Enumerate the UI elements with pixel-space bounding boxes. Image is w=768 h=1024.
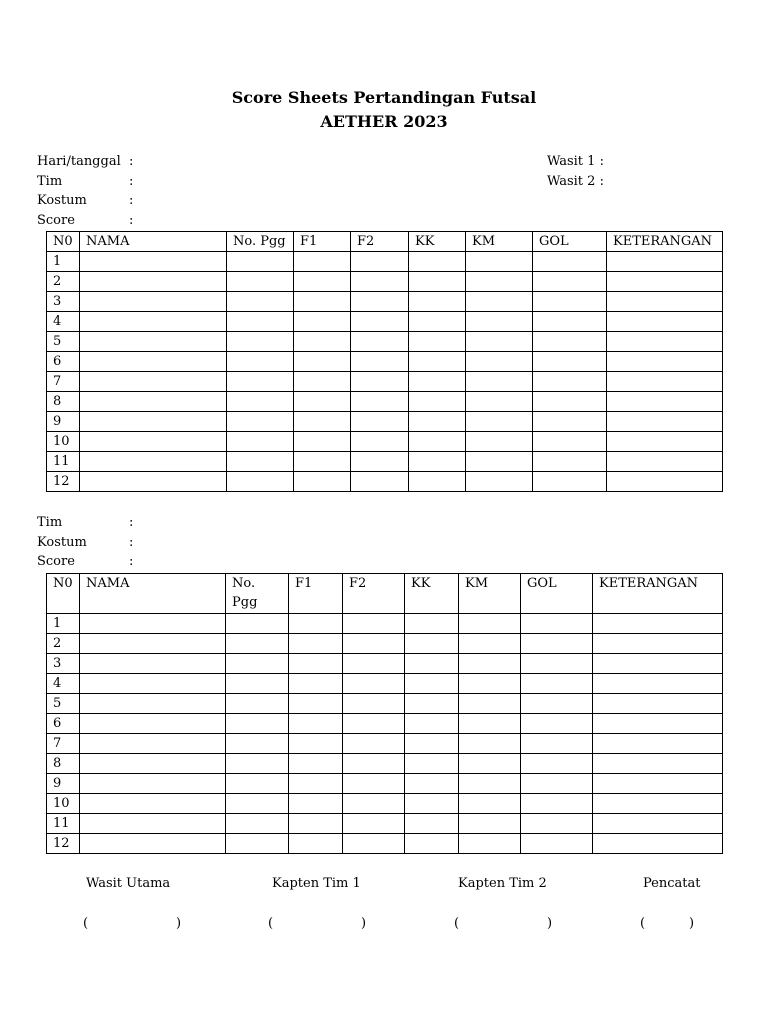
entry-cell[interactable] bbox=[607, 332, 723, 352]
table-header-row bbox=[47, 232, 723, 252]
table-row bbox=[47, 372, 723, 392]
entry-cell[interactable] bbox=[226, 834, 289, 854]
entry-cell[interactable] bbox=[593, 794, 723, 814]
row-number: 10 bbox=[47, 432, 80, 452]
entry-cell[interactable] bbox=[351, 252, 409, 272]
entry-cell[interactable] bbox=[226, 754, 289, 774]
entry-cell[interactable] bbox=[289, 774, 343, 794]
header-name: NAMA bbox=[80, 232, 227, 252]
entry-cell[interactable] bbox=[459, 674, 521, 694]
table-header-row bbox=[47, 574, 723, 614]
entry-cell[interactable] bbox=[459, 714, 521, 734]
entry-cell[interactable] bbox=[607, 432, 723, 452]
table-row bbox=[47, 774, 723, 794]
entry-cell[interactable] bbox=[289, 714, 343, 734]
row-number: 2 bbox=[47, 272, 80, 292]
table-row bbox=[47, 754, 723, 774]
row-number: 12 bbox=[47, 472, 80, 492]
team-1-score-table bbox=[46, 231, 723, 492]
entry-cell[interactable] bbox=[409, 412, 466, 432]
entry-cell[interactable] bbox=[409, 472, 466, 492]
header-f1: F1 bbox=[294, 232, 351, 252]
entry-cell[interactable] bbox=[80, 372, 227, 392]
entry-cell[interactable] bbox=[343, 834, 405, 854]
entry-cell[interactable] bbox=[533, 452, 607, 472]
signature-open-paren: ( bbox=[268, 916, 274, 931]
entry-cell[interactable] bbox=[405, 694, 459, 714]
entry-cell[interactable] bbox=[533, 412, 607, 432]
entry-cell[interactable] bbox=[289, 794, 343, 814]
entry-cell[interactable] bbox=[351, 352, 409, 372]
entry-cell[interactable] bbox=[593, 714, 723, 734]
field-separator: : bbox=[129, 554, 134, 569]
row-number: 8 bbox=[47, 754, 80, 774]
entry-cell[interactable] bbox=[80, 252, 227, 272]
entry-cell[interactable] bbox=[466, 352, 533, 372]
row-number: 11 bbox=[47, 452, 80, 472]
header-f1: F1 bbox=[289, 574, 343, 614]
entry-cell[interactable] bbox=[409, 332, 466, 352]
entry-cell[interactable] bbox=[80, 272, 227, 292]
signature-close-paren: ) bbox=[176, 916, 182, 931]
entry-cell[interactable] bbox=[521, 754, 593, 774]
table-row bbox=[47, 794, 723, 814]
table-row bbox=[47, 834, 723, 854]
entry-cell[interactable] bbox=[409, 352, 466, 372]
row-number: 6 bbox=[47, 352, 80, 372]
entry-cell[interactable] bbox=[343, 814, 405, 834]
entry-cell[interactable] bbox=[289, 614, 343, 634]
entry-cell[interactable] bbox=[409, 312, 466, 332]
table-row bbox=[47, 674, 723, 694]
entry-cell[interactable] bbox=[80, 654, 226, 674]
entry-cell[interactable] bbox=[351, 372, 409, 392]
signature-close-paren: ) bbox=[547, 916, 553, 931]
entry-cell[interactable] bbox=[593, 814, 723, 834]
entry-cell[interactable] bbox=[533, 372, 607, 392]
table-row bbox=[47, 392, 723, 412]
entry-cell[interactable] bbox=[409, 292, 466, 312]
entry-cell[interactable] bbox=[80, 472, 227, 492]
entry-cell[interactable] bbox=[294, 272, 351, 292]
header-jersey-number: No. Pgg bbox=[226, 574, 289, 614]
entry-cell[interactable] bbox=[405, 614, 459, 634]
entry-cell[interactable] bbox=[405, 734, 459, 754]
row-number: 11 bbox=[47, 814, 80, 834]
entry-cell[interactable] bbox=[289, 654, 343, 674]
entry-cell[interactable] bbox=[405, 794, 459, 814]
entry-cell[interactable] bbox=[351, 432, 409, 452]
entry-cell[interactable] bbox=[607, 252, 723, 272]
header-km: KM bbox=[459, 574, 521, 614]
entry-cell[interactable] bbox=[80, 332, 227, 352]
entry-cell[interactable] bbox=[533, 332, 607, 352]
entry-cell[interactable] bbox=[466, 452, 533, 472]
entry-cell[interactable] bbox=[289, 674, 343, 694]
entry-cell[interactable] bbox=[459, 694, 521, 714]
entry-cell[interactable] bbox=[226, 634, 289, 654]
table-row bbox=[47, 472, 723, 492]
field-score-2 bbox=[37, 552, 133, 572]
header-goal: GOL bbox=[533, 232, 607, 252]
entry-cell[interactable] bbox=[521, 814, 593, 834]
entry-cell[interactable] bbox=[80, 634, 226, 654]
entry-cell[interactable] bbox=[289, 754, 343, 774]
row-number: 1 bbox=[47, 614, 80, 634]
entry-cell[interactable] bbox=[227, 372, 294, 392]
entry-cell[interactable] bbox=[409, 372, 466, 392]
entry-cell[interactable] bbox=[466, 412, 533, 432]
entry-cell[interactable] bbox=[405, 754, 459, 774]
field-label: Score bbox=[37, 554, 75, 569]
header-no: N0 bbox=[47, 232, 80, 252]
sheet-title: Score Sheets Pertandingan Futsal bbox=[231, 88, 537, 107]
signature-close-paren: ) bbox=[689, 916, 695, 931]
row-number: 3 bbox=[47, 292, 80, 312]
table-row bbox=[47, 292, 723, 312]
header-notes: KETERANGAN bbox=[607, 232, 723, 252]
entry-cell[interactable] bbox=[227, 332, 294, 352]
table-row bbox=[47, 734, 723, 754]
entry-cell[interactable] bbox=[521, 734, 593, 754]
referee-1-label: Wasit 1 : bbox=[547, 154, 604, 169]
entry-cell[interactable] bbox=[351, 472, 409, 492]
entry-cell[interactable] bbox=[466, 372, 533, 392]
entry-cell[interactable] bbox=[294, 312, 351, 332]
entry-cell[interactable] bbox=[227, 272, 294, 292]
entry-cell[interactable] bbox=[466, 392, 533, 412]
entry-cell[interactable] bbox=[351, 452, 409, 472]
header-f2: F2 bbox=[343, 574, 405, 614]
field-separator: : bbox=[129, 154, 134, 169]
entry-cell[interactable] bbox=[521, 834, 593, 854]
entry-cell[interactable] bbox=[351, 412, 409, 432]
entry-cell[interactable] bbox=[294, 372, 351, 392]
table-row bbox=[47, 432, 723, 452]
entry-cell[interactable] bbox=[466, 472, 533, 492]
row-number: 6 bbox=[47, 714, 80, 734]
field-separator: : bbox=[129, 534, 134, 550]
header-goal: GOL bbox=[521, 574, 593, 614]
table-row bbox=[47, 634, 723, 654]
field-label: Kostum bbox=[37, 193, 87, 208]
table-row bbox=[47, 312, 723, 332]
entry-cell[interactable] bbox=[466, 432, 533, 452]
entry-cell[interactable] bbox=[607, 392, 723, 412]
entry-cell[interactable] bbox=[405, 634, 459, 654]
entry-cell[interactable] bbox=[227, 252, 294, 272]
entry-cell[interactable] bbox=[405, 814, 459, 834]
field-separator: : bbox=[129, 193, 134, 208]
entry-cell[interactable] bbox=[351, 332, 409, 352]
entry-cell[interactable] bbox=[607, 472, 723, 492]
entry-cell[interactable] bbox=[226, 614, 289, 634]
entry-cell[interactable] bbox=[80, 392, 227, 412]
entry-cell[interactable] bbox=[459, 654, 521, 674]
table-row bbox=[47, 332, 723, 352]
entry-cell[interactable] bbox=[459, 774, 521, 794]
entry-cell[interactable] bbox=[459, 814, 521, 834]
signature-open-paren: ( bbox=[454, 916, 460, 931]
entry-cell[interactable] bbox=[521, 614, 593, 634]
entry-cell[interactable] bbox=[533, 432, 607, 452]
entry-cell[interactable] bbox=[80, 614, 226, 634]
entry-cell[interactable] bbox=[533, 472, 607, 492]
entry-cell[interactable] bbox=[593, 654, 723, 674]
entry-cell[interactable] bbox=[226, 694, 289, 714]
header-notes: KETERANGAN bbox=[593, 574, 723, 614]
entry-cell[interactable] bbox=[227, 392, 294, 412]
entry-cell[interactable] bbox=[80, 352, 227, 372]
row-number: 5 bbox=[47, 332, 80, 352]
entry-cell[interactable] bbox=[343, 794, 405, 814]
header-no: N0 bbox=[47, 574, 80, 614]
entry-cell[interactable] bbox=[80, 734, 226, 754]
entry-cell[interactable] bbox=[343, 674, 405, 694]
entry-cell[interactable] bbox=[466, 292, 533, 312]
field-separator: : bbox=[129, 173, 134, 189]
row-number: 8 bbox=[47, 392, 80, 412]
field-separator: : bbox=[129, 212, 134, 228]
entry-cell[interactable] bbox=[80, 694, 226, 714]
entry-cell[interactable] bbox=[459, 834, 521, 854]
entry-cell[interactable] bbox=[409, 432, 466, 452]
entry-cell[interactable] bbox=[226, 794, 289, 814]
entry-cell[interactable] bbox=[294, 332, 351, 352]
entry-cell[interactable] bbox=[593, 674, 723, 694]
entry-cell[interactable] bbox=[227, 432, 294, 452]
entry-cell[interactable] bbox=[226, 734, 289, 754]
row-number: 4 bbox=[47, 312, 80, 332]
header-kk: KK bbox=[405, 574, 459, 614]
signature-label-captain-1: Kapten Tim 1 bbox=[272, 876, 361, 891]
entry-cell[interactable] bbox=[409, 252, 466, 272]
row-number: 9 bbox=[47, 774, 80, 794]
header-km: KM bbox=[466, 232, 533, 252]
entry-cell[interactable] bbox=[226, 674, 289, 694]
entry-cell[interactable] bbox=[593, 834, 723, 854]
entry-cell[interactable] bbox=[607, 272, 723, 292]
entry-cell[interactable] bbox=[80, 754, 226, 774]
entry-cell[interactable] bbox=[405, 774, 459, 794]
entry-cell[interactable] bbox=[607, 312, 723, 332]
entry-cell[interactable] bbox=[533, 352, 607, 372]
header-f2: F2 bbox=[351, 232, 409, 252]
table-row bbox=[47, 694, 723, 714]
entry-cell[interactable] bbox=[521, 674, 593, 694]
signature-label-scorer: Pencatat bbox=[643, 876, 701, 891]
entry-cell[interactable] bbox=[294, 452, 351, 472]
entry-cell[interactable] bbox=[294, 412, 351, 432]
entry-cell[interactable] bbox=[533, 392, 607, 412]
entry-cell[interactable] bbox=[405, 714, 459, 734]
entry-cell[interactable] bbox=[351, 312, 409, 332]
row-number: 1 bbox=[47, 252, 80, 272]
entry-cell[interactable] bbox=[294, 392, 351, 412]
entry-cell[interactable] bbox=[226, 774, 289, 794]
entry-cell[interactable] bbox=[466, 332, 533, 352]
entry-cell[interactable] bbox=[409, 452, 466, 472]
entry-cell[interactable] bbox=[521, 634, 593, 654]
entry-cell[interactable] bbox=[80, 794, 226, 814]
entry-cell[interactable] bbox=[294, 472, 351, 492]
field-label: Tim bbox=[37, 173, 63, 189]
entry-cell[interactable] bbox=[533, 272, 607, 292]
field-label: Tim bbox=[37, 515, 63, 530]
row-number: 3 bbox=[47, 654, 80, 674]
entry-cell[interactable] bbox=[533, 312, 607, 332]
entry-cell[interactable] bbox=[80, 292, 227, 312]
entry-cell[interactable] bbox=[593, 694, 723, 714]
field-label: Hari/tanggal bbox=[37, 154, 121, 169]
entry-cell[interactable] bbox=[343, 754, 405, 774]
entry-cell[interactable] bbox=[405, 834, 459, 854]
entry-cell[interactable] bbox=[607, 372, 723, 392]
field-date bbox=[37, 152, 133, 172]
entry-cell[interactable] bbox=[593, 774, 723, 794]
team-2-score-table bbox=[46, 573, 723, 854]
entry-cell[interactable] bbox=[80, 814, 226, 834]
entry-cell[interactable] bbox=[343, 734, 405, 754]
entry-cell[interactable] bbox=[80, 774, 226, 794]
entry-cell[interactable] bbox=[289, 634, 343, 654]
entry-cell[interactable] bbox=[294, 352, 351, 372]
entry-cell[interactable] bbox=[227, 312, 294, 332]
table-row bbox=[47, 272, 723, 292]
row-number: 4 bbox=[47, 674, 80, 694]
header-jersey-number: No. Pgg bbox=[227, 232, 294, 252]
entry-cell[interactable] bbox=[405, 674, 459, 694]
entry-cell[interactable] bbox=[593, 634, 723, 654]
entry-cell[interactable] bbox=[521, 774, 593, 794]
row-number: 2 bbox=[47, 634, 80, 654]
table-row bbox=[47, 252, 723, 272]
entry-cell[interactable] bbox=[533, 292, 607, 312]
table-row bbox=[47, 654, 723, 674]
entry-cell[interactable] bbox=[80, 432, 227, 452]
entry-cell[interactable] bbox=[226, 814, 289, 834]
entry-cell[interactable] bbox=[289, 734, 343, 754]
field-kit-2 bbox=[37, 533, 133, 553]
entry-cell[interactable] bbox=[521, 694, 593, 714]
signature-label-captain-2: Kapten Tim 2 bbox=[458, 876, 547, 891]
table-row bbox=[47, 814, 723, 834]
entry-cell[interactable] bbox=[289, 814, 343, 834]
entry-cell[interactable] bbox=[80, 714, 226, 734]
entry-cell[interactable] bbox=[466, 252, 533, 272]
field-label: Score bbox=[37, 212, 75, 228]
signature-open-paren: ( bbox=[640, 916, 646, 931]
table-row bbox=[47, 714, 723, 734]
entry-cell[interactable] bbox=[343, 714, 405, 734]
entry-cell[interactable] bbox=[343, 694, 405, 714]
table-row bbox=[47, 452, 723, 472]
entry-cell[interactable] bbox=[459, 734, 521, 754]
table-row bbox=[47, 412, 723, 432]
entry-cell[interactable] bbox=[227, 452, 294, 472]
entry-cell[interactable] bbox=[80, 834, 226, 854]
entry-cell[interactable] bbox=[351, 392, 409, 412]
header-kk: KK bbox=[409, 232, 466, 252]
entry-cell[interactable] bbox=[289, 834, 343, 854]
entry-cell[interactable] bbox=[227, 472, 294, 492]
header-name: NAMA bbox=[80, 574, 226, 614]
field-team-2 bbox=[37, 513, 133, 533]
row-number: 5 bbox=[47, 694, 80, 714]
referee-2-label: Wasit 2 : bbox=[547, 173, 604, 189]
entry-cell[interactable] bbox=[459, 614, 521, 634]
entry-cell[interactable] bbox=[289, 694, 343, 714]
entry-cell[interactable] bbox=[409, 272, 466, 292]
entry-cell[interactable] bbox=[294, 432, 351, 452]
entry-cell[interactable] bbox=[607, 292, 723, 312]
entry-cell[interactable] bbox=[343, 774, 405, 794]
row-number: 7 bbox=[47, 372, 80, 392]
entry-cell[interactable] bbox=[459, 754, 521, 774]
entry-cell[interactable] bbox=[607, 412, 723, 432]
entry-cell[interactable] bbox=[459, 634, 521, 654]
entry-cell[interactable] bbox=[343, 654, 405, 674]
sheet-subtitle: AETHER 2023 bbox=[320, 112, 448, 131]
signature-open-paren: ( bbox=[83, 916, 89, 931]
entry-cell[interactable] bbox=[593, 754, 723, 774]
field-label: Kostum bbox=[37, 534, 87, 550]
entry-cell[interactable] bbox=[226, 714, 289, 734]
entry-cell[interactable] bbox=[521, 794, 593, 814]
entry-cell[interactable] bbox=[343, 614, 405, 634]
entry-cell[interactable] bbox=[227, 352, 294, 372]
field-score bbox=[37, 211, 133, 231]
entry-cell[interactable] bbox=[351, 272, 409, 292]
entry-cell[interactable] bbox=[80, 674, 226, 694]
entry-cell[interactable] bbox=[405, 654, 459, 674]
entry-cell[interactable] bbox=[533, 252, 607, 272]
entry-cell[interactable] bbox=[226, 654, 289, 674]
entry-cell[interactable] bbox=[343, 634, 405, 654]
signature-close-paren: ) bbox=[361, 916, 367, 931]
entry-cell[interactable] bbox=[227, 412, 294, 432]
entry-cell[interactable] bbox=[607, 452, 723, 472]
entry-cell[interactable] bbox=[466, 312, 533, 332]
field-team bbox=[37, 172, 133, 192]
entry-cell[interactable] bbox=[521, 654, 593, 674]
entry-cell[interactable] bbox=[521, 714, 593, 734]
field-kit bbox=[37, 191, 133, 211]
row-number: 10 bbox=[47, 794, 80, 814]
entry-cell[interactable] bbox=[409, 392, 466, 412]
entry-cell[interactable] bbox=[80, 452, 227, 472]
entry-cell[interactable] bbox=[227, 292, 294, 312]
entry-cell[interactable] bbox=[593, 734, 723, 754]
field-separator: : bbox=[129, 515, 134, 530]
table-row bbox=[47, 614, 723, 634]
table-row bbox=[47, 352, 723, 372]
row-number: 9 bbox=[47, 412, 80, 432]
entry-cell[interactable] bbox=[607, 352, 723, 372]
entry-cell[interactable] bbox=[351, 292, 409, 312]
row-number: 7 bbox=[47, 734, 80, 754]
entry-cell[interactable] bbox=[294, 252, 351, 272]
entry-cell[interactable] bbox=[80, 312, 227, 332]
entry-cell[interactable] bbox=[80, 412, 227, 432]
entry-cell[interactable] bbox=[294, 292, 351, 312]
entry-cell[interactable] bbox=[466, 272, 533, 292]
entry-cell[interactable] bbox=[593, 614, 723, 634]
signature-label-head-referee: Wasit Utama bbox=[86, 876, 171, 891]
row-number: 12 bbox=[47, 834, 80, 854]
entry-cell[interactable] bbox=[459, 794, 521, 814]
